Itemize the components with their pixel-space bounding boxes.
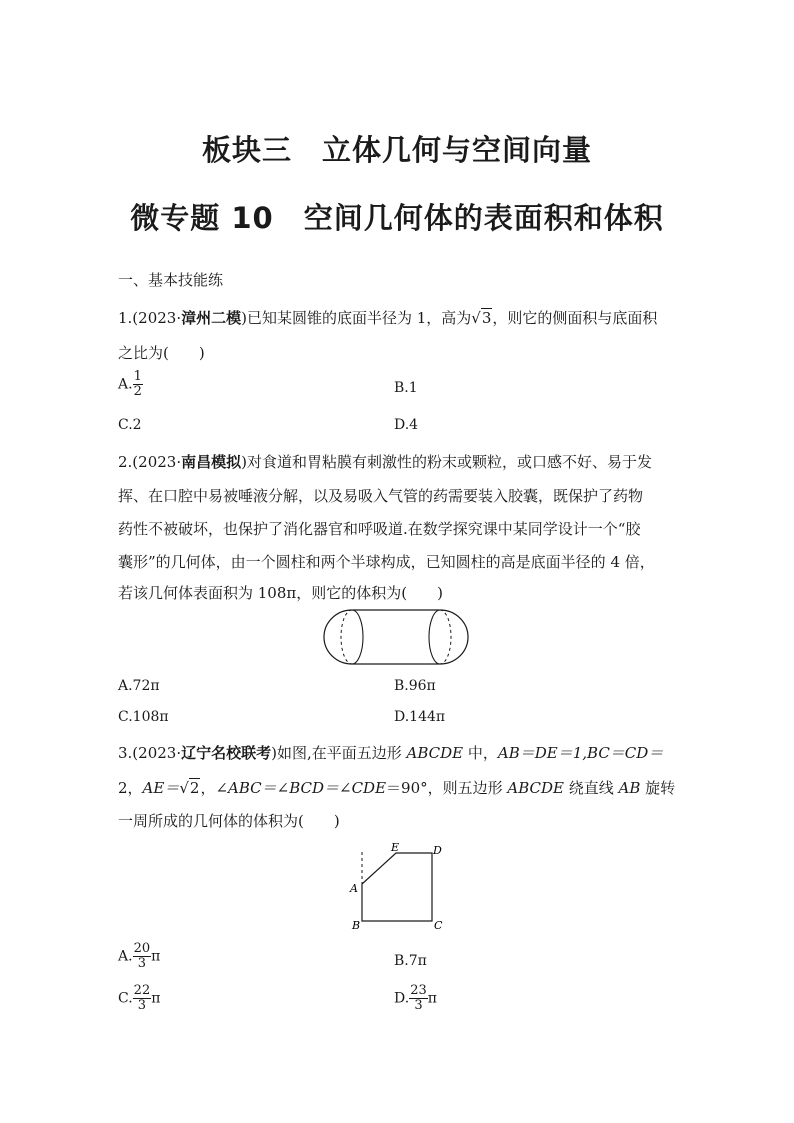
fraction-one-half: $\frac{1}{2}$ <box>133 369 142 399</box>
q3-line-3: 一周所成的几何体的体积为( ) <box>118 812 340 830</box>
label-c: C <box>434 919 443 932</box>
q3-source: 辽宁名校联考 <box>181 744 272 762</box>
q3-option-d[interactable]: D. $\frac{23}{3}$ π <box>394 983 437 1013</box>
q1-line-2: 之比为( ) <box>118 344 205 362</box>
fraction-20-3: $\frac{20}{3}$ <box>133 941 151 971</box>
q2-line-1: 2.(2023·南昌模拟)对食道和胃粘膜有刺激性的粉末或颗粒，或口感不好、易于发 <box>118 453 652 471</box>
section-heading: 一、基本技能练 <box>118 271 224 289</box>
q2-line-2: 挥、在口腔中易被唾液分解，以及易吸入气管的药需要装入胶囊，既保护了药物 <box>118 487 644 505</box>
q2-option-c[interactable]: C.108π <box>118 709 169 725</box>
q3-option-c[interactable]: C. $\frac{22}{3}$ π <box>118 983 161 1013</box>
q2-option-d[interactable]: D.144π <box>394 709 446 725</box>
label-e: E <box>391 841 400 854</box>
q1-option-b[interactable]: B.1 <box>394 380 418 396</box>
q2-line-5: 若该几何体表面积为 108π，则它的体积为( ) <box>118 584 443 602</box>
q3-line-1: 3.(2023·辽宁名校联考)如图,在平面五边形 ABCDE 中，AB＝DE＝1,BC＝CD＝ <box>118 744 664 762</box>
pentagon-figure <box>344 838 454 938</box>
q1-option-a[interactable]: A. $\frac{1}{2}$ <box>118 369 142 399</box>
q2-option-a[interactable]: A.72π <box>118 678 160 694</box>
sqrt-3: √3 <box>471 309 492 327</box>
q1-line-1: 1.(2023·漳州二模)已知某圆锥的底面半径为 1，高为√3，则它的侧面积与底面积 <box>118 309 658 327</box>
sqrt-2: √2 <box>179 779 200 797</box>
capsule-figure <box>318 607 474 667</box>
topic-title: 微专题 10 空间几何体的表面积和体积 <box>130 201 664 235</box>
q1-source: 漳州二模 <box>181 309 242 327</box>
q1-option-d[interactable]: D.4 <box>394 417 419 433</box>
fraction-23-3: $\frac{23}{3}$ <box>410 983 427 1013</box>
q3-option-a[interactable]: A. $\frac{20}{3}$ π <box>118 941 161 971</box>
q3-option-b[interactable]: B.7π <box>394 953 427 969</box>
q2-option-b[interactable]: B.96π <box>394 678 436 694</box>
block-title: 板块三 立体几何与空间向量 <box>201 133 592 167</box>
label-a: A <box>350 882 358 895</box>
q1-option-c[interactable]: C.2 <box>118 417 142 433</box>
label-b: B <box>352 919 361 932</box>
q3-line-2: 2，AE＝√2，∠ABC＝∠BCD＝∠CDE＝90°，则五边形 ABCDE 绕直线 AB 旋转 <box>118 779 676 797</box>
label-d: D <box>433 844 442 857</box>
q2-line-3: 药性不被破坏，也保护了消化器官和呼吸道.在数学探究课中某同学设计一个“胶 <box>118 520 641 538</box>
q2-source: 南昌模拟 <box>181 453 242 471</box>
q2-line-4: 囊形”的几何体，由一个圆柱和两个半球构成，已知圆柱的高是底面半径的 4 倍， <box>118 553 655 571</box>
fraction-22-3: $\frac{22}{3}$ <box>133 983 151 1013</box>
